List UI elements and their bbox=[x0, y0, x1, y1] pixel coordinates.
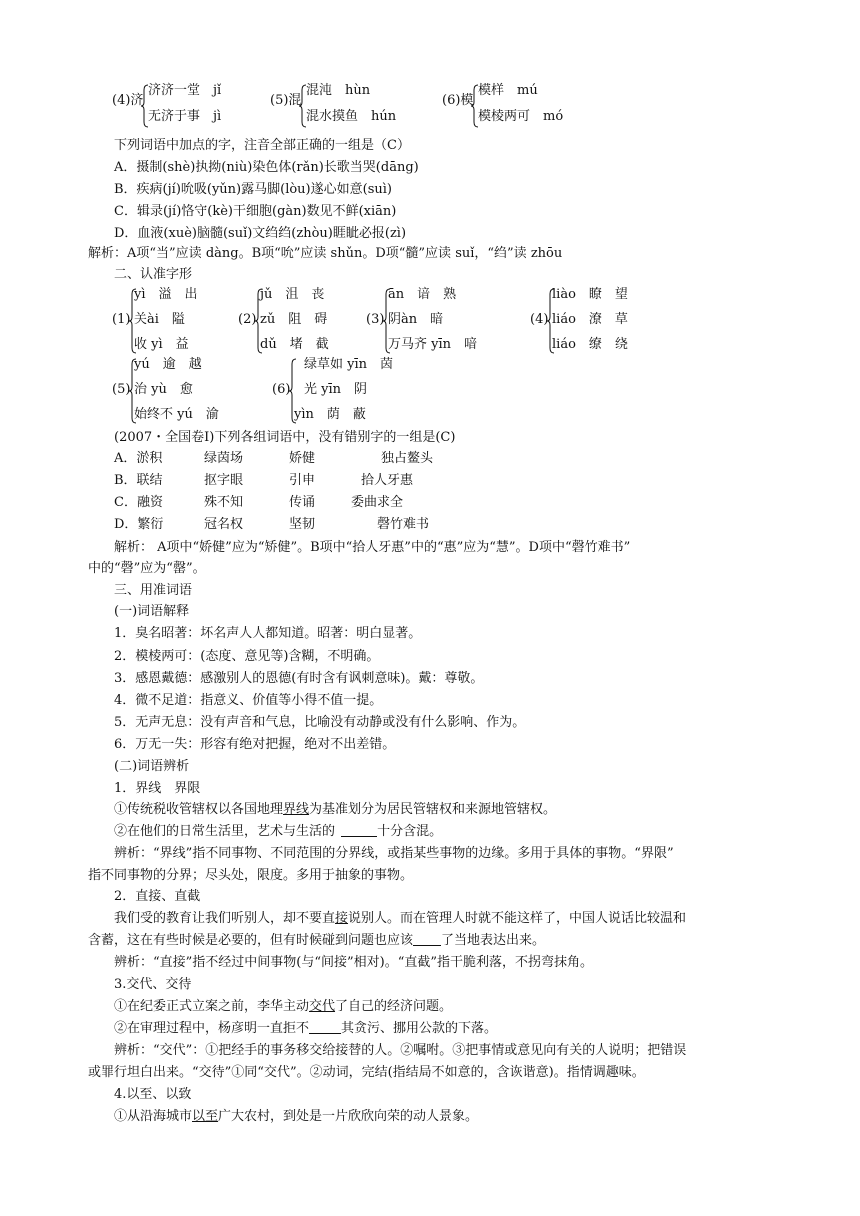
group-label: (4) bbox=[530, 312, 549, 327]
analysis: 中的“磬”应为“罄”。 bbox=[88, 561, 206, 576]
word-pair-title: 4.以至、以致 bbox=[114, 1087, 192, 1102]
group-item: yìn 荫 蔽 bbox=[294, 407, 366, 422]
group-item: liáo 潦 草 bbox=[552, 312, 628, 327]
group-item: yì 溢 出 bbox=[134, 287, 198, 302]
sentence-text: 含蓄，这在有些时候是必要的，但有时候碰到问题也应该 bbox=[88, 933, 414, 948]
sentence-text: ①在纪委正式立案之前，李华主动 bbox=[114, 999, 310, 1014]
group-item: zǔ 阻 碍 bbox=[260, 312, 328, 327]
analysis: 指不同事物的分界；尽头处，限度。多用于抽象的事物。 bbox=[88, 868, 414, 883]
group-item: dǔ 堵 截 bbox=[260, 337, 329, 352]
option-cell: 独占鳌头 bbox=[381, 451, 434, 466]
fill-blank[interactable] bbox=[309, 1033, 341, 1034]
analysis: 辨析：“界线”指不同事物、不同范围的分界线，或指某些事物的边缘。多用于具体的事物。“界限” bbox=[114, 846, 674, 861]
option-cell: 拾人牙惠 bbox=[361, 473, 414, 488]
option-cell: 传诵 bbox=[289, 495, 316, 510]
subsection-title: (一)词语解释 bbox=[114, 604, 190, 619]
option-cell: 绿茵场 bbox=[204, 451, 244, 466]
definition-item: 6．万无一失：形容有绝对把握，绝对不出差错。 bbox=[114, 737, 396, 752]
group-label: (4)济 bbox=[112, 93, 144, 108]
group-item: 光 yīn 阴 bbox=[304, 382, 368, 397]
group-item: ān 谙 熟 bbox=[388, 287, 457, 302]
group-label: (6) bbox=[272, 382, 291, 397]
group-item: 绿草如 yīn 茵 bbox=[304, 357, 394, 372]
analysis: 解析：A项“当”应读 dàng。B项“吮”应读 shǔn。D项“髓”应读 suǐ，“绉”读 zhōu bbox=[88, 246, 563, 261]
group-item: liáo 缭 绕 bbox=[552, 337, 628, 352]
option-b: B．疾病(jí)吮吸(yǔn)露马脚(lòu)遂心如意(suì) bbox=[114, 182, 392, 197]
sentence-text: ①传统税收管辖权以各国地理 bbox=[114, 802, 284, 817]
option-cell: 磬竹难书 bbox=[377, 517, 430, 532]
underlined-word: 以至 bbox=[192, 1109, 219, 1124]
fill-blank[interactable] bbox=[413, 945, 441, 946]
group-item: jǔ 沮 丧 bbox=[260, 287, 325, 302]
definition-item: 5．无声无息：没有声音和气息，比喻没有动静或没有什么影响、作为。 bbox=[114, 715, 526, 730]
option-cell: 坚韧 bbox=[289, 517, 316, 532]
group-item: 阴àn 暗 bbox=[388, 312, 444, 327]
question-stem: (2007・全国卷Ⅰ)下列各组词语中，没有错别字的一组是(C) bbox=[114, 430, 456, 445]
sentence-text: 十分含混。 bbox=[377, 824, 443, 839]
word-pair-title: 1．界线 界限 bbox=[114, 781, 201, 796]
analysis: 辨析：“交代”：①把经手的事务移交给接替的人。②嘱咐。③把事情或意见向有关的人说明；把错误 bbox=[114, 1043, 687, 1058]
group-item: 始终不 yú 渝 bbox=[134, 407, 219, 422]
word-pair-title: 2．直接、直截 bbox=[114, 889, 201, 904]
option-cell: 娇健 bbox=[289, 451, 316, 466]
group-label: (5) bbox=[112, 382, 131, 397]
definition-item: 2．模棱两可：(态度、意见等)含糊，不明确。 bbox=[114, 649, 380, 664]
option-cell: 殊不知 bbox=[204, 495, 244, 510]
underlined-word: 界线 bbox=[283, 802, 310, 817]
option-a bbox=[114, 452, 433, 465]
definition-item: 3．感恩戴德：感激别人的恩德(有时含有讽刺意味)。戴：尊敬。 bbox=[114, 671, 484, 686]
group-item: 关ài 隘 bbox=[134, 312, 185, 327]
group-label: (2) bbox=[238, 312, 257, 327]
option-cell: D．繁衍 bbox=[114, 517, 164, 532]
option-d: D．血液(xuè)脑髓(suǐ)文绉绉(zhòu)睚眦必报(zì) bbox=[114, 226, 407, 241]
group-label: (5)混 bbox=[270, 93, 302, 108]
group-item: 无济于事 jì bbox=[148, 109, 222, 124]
option-c: C．辑录(jí)恪守(kè)干细胞(gàn)数见不鲜(xiān) bbox=[114, 204, 397, 219]
group-item: 混沌 hùn bbox=[306, 83, 371, 98]
definition-item: 4．微不足道：指意义、价值等小得不值一提。 bbox=[114, 693, 383, 708]
analysis: 或罪行坦白出来。“交待”①同“交代”。②动词，完结(指结局不如意的，含诙谐意)。指情调趣味。 bbox=[88, 1065, 645, 1080]
subsection-title: (二)词语辨析 bbox=[114, 759, 190, 774]
analysis: 辨析：“直接”指不经过中间事物(与“间接”相对)。“直截”指干脆利落，不拐弯抹角。 bbox=[114, 955, 594, 970]
option-a: A．摄制(shè)执拗(niù)染色体(rǎn)长歌当哭(dāng) bbox=[114, 160, 419, 175]
definition-item: 1．臭名昭著：坏名声人人都知道。昭著：明白显著。 bbox=[114, 626, 422, 641]
analysis: 解析： A项中“娇健”应为“矫健”。B项中“拾人牙惠”中的“惠”应为“慧”。D项中“磬竹难书” bbox=[114, 540, 631, 555]
group-item: 模棱两可 mó bbox=[478, 109, 564, 124]
group-item: 收 yì 益 bbox=[134, 337, 189, 352]
fill-blank[interactable] bbox=[341, 836, 377, 837]
example-sentence bbox=[114, 825, 442, 838]
example-sentence bbox=[114, 803, 556, 816]
group-label: (3) bbox=[366, 312, 385, 327]
group-item: yú 逾 越 bbox=[134, 357, 202, 372]
option-c bbox=[114, 496, 403, 509]
sentence-text: 其贪污、挪用公款的下落。 bbox=[341, 1021, 498, 1036]
option-cell: 冠名权 bbox=[204, 517, 244, 532]
option-cell: 抠字眼 bbox=[204, 473, 244, 488]
group-item: 济济一堂 jǐ bbox=[148, 83, 222, 98]
group-item: 模样 mú bbox=[478, 83, 538, 98]
option-cell: C．融资 bbox=[114, 495, 163, 510]
example-sentence bbox=[114, 1110, 478, 1123]
sentence-text: 了自己的经济问题。 bbox=[335, 999, 453, 1014]
sentence-text: ②在他们的日常生活里，艺术与生活的 bbox=[114, 824, 340, 839]
section-title: 三、用准词语 bbox=[114, 583, 193, 598]
sentence-text: ①从沿海城市 bbox=[114, 1109, 193, 1124]
option-cell: B．联结 bbox=[114, 473, 163, 488]
sentence-text: 说别人。而在管理人时就不能这样了，中国人说话比较温和 bbox=[348, 911, 687, 926]
option-cell: A．淤积 bbox=[114, 451, 163, 466]
group-item: 万马齐 yīn 喑 bbox=[388, 337, 478, 352]
group-label: (1) bbox=[112, 312, 131, 327]
option-b bbox=[114, 474, 413, 487]
example-sentence bbox=[114, 912, 686, 925]
option-d bbox=[114, 518, 429, 531]
example-sentence bbox=[114, 1022, 497, 1035]
example-sentence bbox=[88, 934, 545, 947]
underlined-word: 交代 bbox=[309, 999, 336, 1014]
option-cell: 引申 bbox=[289, 473, 316, 488]
sentence-text: 为基准划分为居民管辖权和来源地管辖权。 bbox=[309, 802, 557, 817]
word-pair-title: 3.交代、交待 bbox=[114, 977, 192, 992]
option-cell: 委曲求全 bbox=[351, 495, 404, 510]
sentence-text: ②在审理过程中，杨彦明一直拒不 bbox=[114, 1021, 310, 1036]
sentence-text: 我们受的教育让我们听别人，却不要直 bbox=[114, 911, 336, 926]
sentence-text: 了当地表达出来。 bbox=[441, 933, 546, 948]
group-item: liào 瞭 望 bbox=[552, 287, 628, 302]
group-label: (6)模 bbox=[442, 93, 474, 108]
question-stem: 下列词语中加点的字，注音全部正确的一组是（C） bbox=[114, 138, 410, 153]
group-item: 治 yù 愈 bbox=[134, 382, 193, 397]
sentence-text: 广大农村，到处是一片欣欣向荣的动人景象。 bbox=[218, 1109, 479, 1124]
example-sentence bbox=[114, 1000, 452, 1013]
section-title: 二、认准字形 bbox=[114, 267, 193, 282]
underlined-word: 接 bbox=[335, 911, 349, 926]
group-item: 混水摸鱼 hún bbox=[306, 109, 397, 124]
